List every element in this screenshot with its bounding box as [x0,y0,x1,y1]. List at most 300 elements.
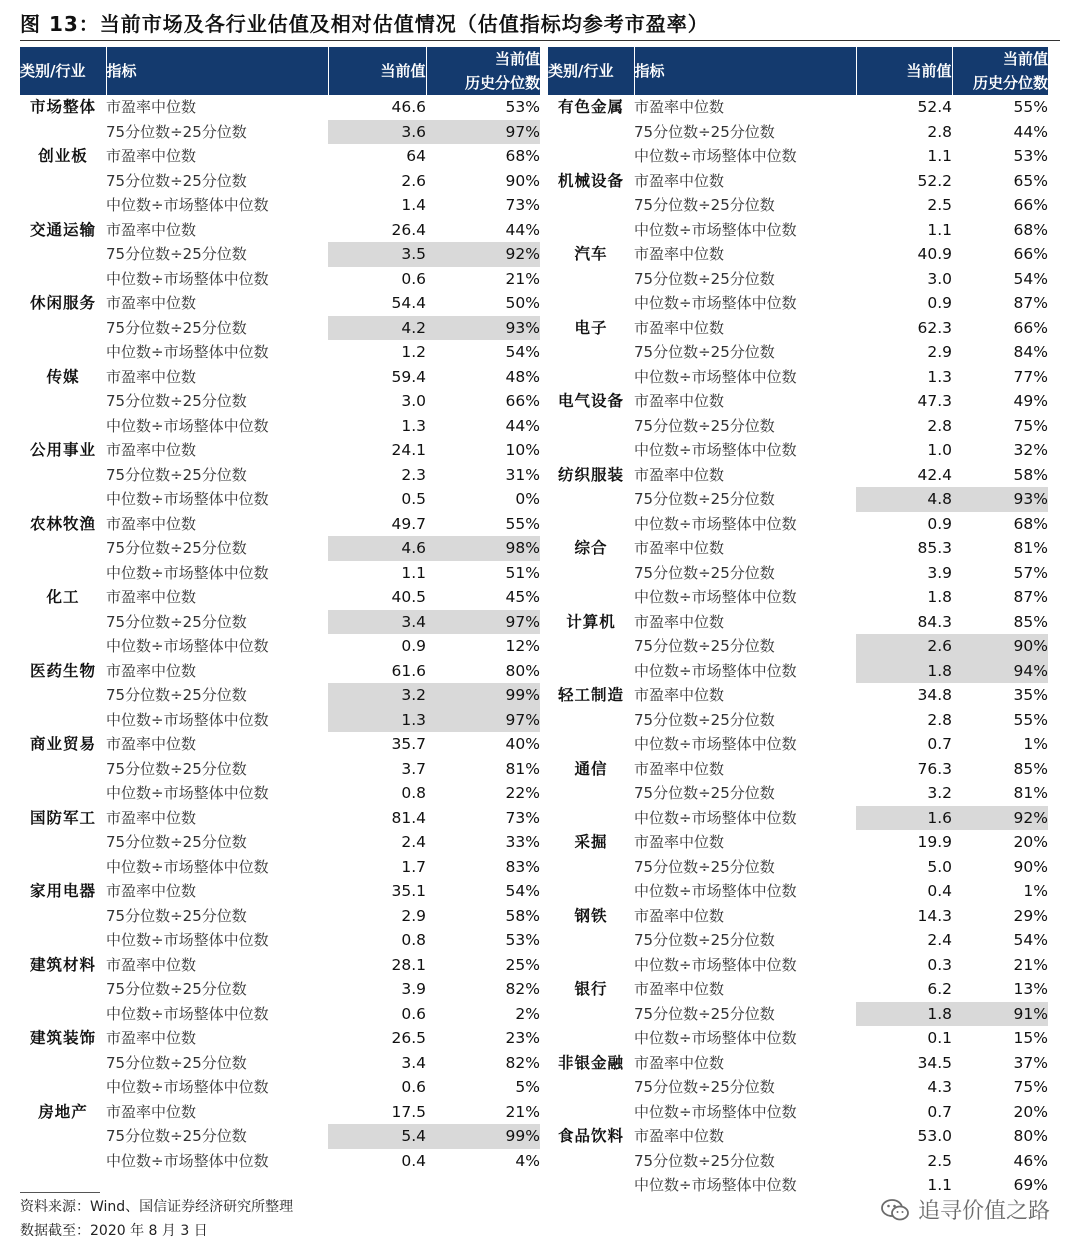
current-value-cell: 3.0 [401,392,426,411]
current-value-cell: 34.8 [917,686,952,705]
percentile-cell: 65% [1013,171,1048,190]
table-row [548,340,1048,365]
valuation-table-right [548,47,1048,1198]
category-cell [548,855,634,880]
percentile-cell: 66% [1013,196,1048,215]
category-cell [548,512,634,537]
category-cell [548,561,634,586]
category-cell: 休闲服务 [29,294,96,313]
indicator-cell: 75分位数÷25分位数 [106,833,247,852]
indicator-cell: 75分位数÷25分位数 [106,686,247,705]
indicator-cell: 中位数÷市场整体中位数 [634,441,797,460]
indicator-cell: 中位数÷市场整体中位数 [634,735,797,754]
percentile-cell: 25% [505,955,540,974]
percentile-cell: 48% [505,367,540,386]
indicator-cell: 75分位数÷25分位数 [634,563,775,582]
current-value-cell: 1.1 [927,147,952,166]
percentile-cell: 21% [505,269,540,288]
percentile-cell: 29% [1013,906,1048,925]
table-row [20,830,540,855]
category-cell [548,438,634,463]
current-value-cell: 1.2 [401,343,426,362]
category-cell [20,169,106,194]
percentile-cell: 73% [505,808,540,827]
table-row [548,708,1048,733]
current-value-cell: 0.1 [927,1029,952,1048]
category-cell [548,781,634,806]
indicator-cell: 中位数÷市场整体中位数 [106,784,269,803]
percentile-cell: 44% [505,416,540,435]
table-row [20,242,540,267]
category-cell [20,781,106,806]
percentile-cell: 75% [1013,416,1048,435]
current-value-cell: 47.3 [917,392,952,411]
table-row [20,95,540,120]
percentile-cell: 81% [1013,539,1048,558]
category-cell: 建筑装饰 [29,1029,96,1048]
current-value-cell: 3.0 [927,269,952,288]
indicator-cell: 市盈率中位数 [106,220,197,239]
watermark [880,1194,1050,1225]
category-cell: 医药生物 [29,661,96,680]
percentile-cell: 50% [505,294,540,313]
current-value-cell: 59.4 [391,367,426,386]
current-value-cell: 3.6 [328,120,426,145]
percentile-cell: 4% [515,1151,540,1170]
indicator-cell: 中位数÷市场整体中位数 [106,196,269,215]
percentile-cell: 82% [505,1053,540,1072]
current-value-cell: 28.1 [391,955,426,974]
percentile-cell: 33% [505,833,540,852]
table-row [548,585,1048,610]
category-cell: 非银金融 [557,1053,624,1072]
category-cell: 公用事业 [29,441,96,460]
category-cell [20,1051,106,1076]
table-row [20,1149,540,1174]
percentile-cell: 90% [1013,857,1048,876]
indicator-cell: 75分位数÷25分位数 [634,122,775,141]
percentile-cell: 35% [1013,686,1048,705]
percentile-cell: 77% [1013,367,1048,386]
category-cell: 交通运输 [29,220,96,239]
indicator-cell: 中位数÷市场整体中位数 [106,343,269,362]
percentile-cell: 54% [1013,269,1048,288]
current-value-cell: 0.3 [927,955,952,974]
indicator-cell: 市盈率中位数 [634,906,725,925]
category-cell [548,365,634,390]
current-value-cell: 53.0 [917,1127,952,1146]
table-row [548,928,1048,953]
table-row [20,463,540,488]
table-row [20,585,540,610]
title-divider [20,40,1060,41]
percentile-cell: 93% [952,487,1048,512]
current-value-cell: 5.0 [927,857,952,876]
category-cell [20,242,106,267]
category-cell [20,1124,106,1149]
header-current: 当前值 [328,47,426,95]
indicator-cell: 中位数÷市场整体中位数 [106,490,269,509]
current-value-cell: 1.4 [401,196,426,215]
indicator-cell: 75分位数÷25分位数 [106,122,247,141]
category-cell [548,1002,634,1027]
category-cell: 钢铁 [574,906,608,925]
header-indicator: 指标 [634,47,856,95]
current-value-cell: 35.7 [391,735,426,754]
indicator-cell: 中位数÷市场整体中位数 [634,588,797,607]
current-value-cell: 1.0 [927,441,952,460]
table-row [20,218,540,243]
table-row [20,855,540,880]
table-row [20,267,540,292]
table-row [20,1026,540,1051]
indicator-cell: 75分位数÷25分位数 [106,1127,247,1146]
indicator-cell: 75分位数÷25分位数 [634,931,775,950]
percentile-cell: 94% [952,659,1048,684]
indicator-cell: 75分位数÷25分位数 [106,245,247,264]
indicator-cell: 市盈率中位数 [106,1029,197,1048]
table-row [548,634,1048,659]
category-cell: 市场整体 [29,98,96,117]
percentile-cell: 1% [1023,735,1048,754]
indicator-cell: 中位数÷市场整体中位数 [106,1151,269,1170]
indicator-cell: 75分位数÷25分位数 [634,196,775,215]
indicator-cell: 中位数÷市场整体中位数 [106,1004,269,1023]
indicator-cell: 中位数÷市场整体中位数 [634,1029,797,1048]
percentile-cell: 32% [1013,441,1048,460]
category-cell: 电子 [574,318,608,337]
current-value-cell: 1.3 [401,416,426,435]
category-cell: 建筑材料 [29,955,96,974]
percentile-cell: 44% [1013,122,1048,141]
percentile-cell: 40% [505,735,540,754]
current-value-cell: 1.6 [856,806,952,831]
table-row [548,316,1048,341]
table-row [20,193,540,218]
indicator-cell: 75分位数÷25分位数 [106,392,247,411]
current-value-cell: 61.6 [391,661,426,680]
indicator-cell: 75分位数÷25分位数 [634,1004,775,1023]
current-value-cell: 1.1 [927,1176,952,1195]
category-cell [548,953,634,978]
percentile-cell: 92% [952,806,1048,831]
current-value-cell: 62.3 [917,318,952,337]
table-row [20,806,540,831]
table-row [548,1051,1048,1076]
category-cell [548,120,634,145]
percentile-cell: 66% [1013,318,1048,337]
indicator-cell: 市盈率中位数 [634,612,725,631]
header-percentile-line2: 历史分位数 [464,74,540,92]
category-cell: 房地产 [38,1102,88,1121]
table-row [548,683,1048,708]
table-row [20,634,540,659]
indicator-cell: 75分位数÷25分位数 [106,465,247,484]
current-value-cell: 5.4 [328,1124,426,1149]
indicator-cell: 75分位数÷25分位数 [106,1053,247,1072]
indicator-cell: 中位数÷市场整体中位数 [106,857,269,876]
category-cell [548,1173,634,1198]
current-value-cell: 76.3 [917,759,952,778]
category-cell [20,708,106,733]
category-cell: 商业贸易 [29,735,96,754]
table-row [20,610,540,635]
current-value-cell: 52.2 [917,171,952,190]
category-cell [548,414,634,439]
table-row [548,1149,1048,1174]
current-value-cell: 40.5 [391,588,426,607]
category-cell [548,487,634,512]
table-header-row [20,47,540,95]
indicator-cell: 75分位数÷25分位数 [106,612,247,631]
current-value-cell: 0.5 [401,490,426,509]
percentile-cell: 2% [515,1004,540,1023]
table-row [20,512,540,537]
indicator-cell: 75分位数÷25分位数 [634,1151,775,1170]
indicator-cell: 中位数÷市场整体中位数 [634,514,797,533]
current-value-cell: 0.8 [401,931,426,950]
percentile-cell: 69% [1013,1176,1048,1195]
percentile-cell: 55% [1013,98,1048,117]
percentile-cell: 68% [1013,514,1048,533]
indicator-cell: 中位数÷市场整体中位数 [634,882,797,901]
current-value-cell: 0.4 [927,882,952,901]
category-cell [20,120,106,145]
category-cell: 通信 [574,759,608,778]
category-cell: 采掘 [574,833,608,852]
category-cell [548,1026,634,1051]
current-value-cell: 81.4 [391,808,426,827]
table-row [548,1026,1048,1051]
percentile-cell: 66% [1013,245,1048,264]
percentile-cell: 81% [505,759,540,778]
current-value-cell: 2.4 [927,931,952,950]
category-cell: 综合 [574,539,608,558]
current-value-cell: 17.5 [391,1102,426,1121]
current-value-cell: 84.3 [917,612,952,631]
percentile-cell: 98% [426,536,540,561]
category-cell [20,634,106,659]
table-header-row [548,47,1048,95]
percentile-cell: 84% [1013,343,1048,362]
category-cell [20,928,106,953]
current-value-cell: 14.3 [917,906,952,925]
table-row [20,659,540,684]
percentile-cell: 15% [1013,1029,1048,1048]
percentile-cell: 93% [426,316,540,341]
category-cell [548,1149,634,1174]
percentile-cell: 53% [505,931,540,950]
current-value-cell: 4.8 [856,487,952,512]
indicator-cell: 市盈率中位数 [634,1053,725,1072]
indicator-cell: 中位数÷市场整体中位数 [106,931,269,950]
current-value-cell: 3.5 [328,242,426,267]
current-value-cell: 46.6 [391,98,426,117]
current-value-cell: 1.3 [328,708,426,733]
percentile-cell: 81% [1013,784,1048,803]
indicator-cell: 中位数÷市场整体中位数 [634,955,797,974]
percentile-cell: 90% [952,634,1048,659]
table-row [20,1124,540,1149]
table-row [548,732,1048,757]
category-cell: 纺织服装 [557,465,624,484]
indicator-cell: 市盈率中位数 [106,735,197,754]
indicator-cell: 市盈率中位数 [634,980,725,999]
percentile-cell: 20% [1013,1102,1048,1121]
table-row [548,193,1048,218]
current-value-cell: 0.7 [927,735,952,754]
current-value-cell: 1.3 [927,367,952,386]
table-row [548,781,1048,806]
table-row [548,242,1048,267]
category-cell [20,389,106,414]
table-row [548,536,1048,561]
table-row [548,561,1048,586]
category-cell [548,634,634,659]
indicator-cell: 市盈率中位数 [634,833,725,852]
table-row [548,806,1048,831]
current-value-cell: 4.2 [328,316,426,341]
wechat-icon [880,1198,910,1222]
indicator-cell: 75分位数÷25分位数 [634,416,775,435]
current-value-cell: 0.8 [401,784,426,803]
indicator-cell: 市盈率中位数 [634,98,725,117]
current-value-cell: 19.9 [917,833,952,852]
percentile-cell: 85% [1013,759,1048,778]
category-cell [548,732,634,757]
indicator-cell: 市盈率中位数 [106,661,197,680]
percentile-cell: 22% [505,784,540,803]
category-cell [548,708,634,733]
percentile-cell: 5% [515,1078,540,1097]
current-value-cell: 1.8 [927,588,952,607]
table-row [548,463,1048,488]
current-value-cell: 0.7 [927,1102,952,1121]
percentile-cell: 46% [1013,1151,1048,1170]
category-cell: 化工 [46,588,80,607]
indicator-cell: 中位数÷市场整体中位数 [106,269,269,288]
percentile-cell: 54% [505,882,540,901]
category-cell [548,1075,634,1100]
current-value-cell: 1.1 [401,563,426,582]
indicator-cell: 中位数÷市场整体中位数 [106,416,269,435]
indicator-cell: 中位数÷市场整体中位数 [634,808,797,827]
category-cell [548,340,634,365]
indicator-cell: 中位数÷市场整体中位数 [634,147,797,166]
category-cell [20,561,106,586]
table-row [20,708,540,733]
percentile-cell: 82% [505,980,540,999]
percentile-cell: 45% [505,588,540,607]
current-value-cell: 6.2 [927,980,952,999]
indicator-cell: 市盈率中位数 [106,98,197,117]
indicator-cell: 75分位数÷25分位数 [106,980,247,999]
table-row [20,561,540,586]
table-row [548,218,1048,243]
percentile-cell: 66% [505,392,540,411]
percentile-cell: 20% [1013,833,1048,852]
header-indicator: 指标 [106,47,328,95]
category-cell [20,1075,106,1100]
table-row [548,659,1048,684]
table-row [20,316,540,341]
indicator-cell: 市盈率中位数 [106,955,197,974]
percentile-cell: 12% [505,637,540,656]
table-row [20,977,540,1002]
indicator-cell: 市盈率中位数 [634,318,725,337]
current-value-cell: 0.6 [401,269,426,288]
current-value-cell: 0.6 [401,1004,426,1023]
current-value-cell: 3.2 [927,784,952,803]
indicator-cell: 中位数÷市场整体中位数 [634,220,797,239]
category-cell: 轻工制造 [557,686,624,705]
category-cell: 机械设备 [557,171,624,190]
current-value-cell: 3.4 [328,610,426,635]
category-cell [548,267,634,292]
table-row [20,414,540,439]
category-cell [20,267,106,292]
indicator-cell: 75分位数÷25分位数 [634,857,775,876]
percentile-cell: 97% [426,708,540,733]
percentile-cell: 68% [505,147,540,166]
indicator-cell: 75分位数÷25分位数 [634,1078,775,1097]
current-value-cell: 85.3 [917,539,952,558]
percentile-cell: 31% [505,465,540,484]
indicator-cell: 75分位数÷25分位数 [106,171,247,190]
current-value-cell: 2.8 [927,416,952,435]
current-value-cell: 26.4 [391,220,426,239]
header-percentile-line1: 当前值 [494,50,540,68]
table-row [20,683,540,708]
table-row [20,781,540,806]
current-value-cell: 2.3 [401,465,426,484]
header-percentile [426,47,540,95]
table-row [548,1124,1048,1149]
category-cell [548,585,634,610]
header-percentile [952,47,1048,95]
category-cell: 家用电器 [29,882,96,901]
category-cell: 电气设备 [557,392,624,411]
category-cell: 有色金属 [557,98,624,117]
percentile-cell: 73% [505,196,540,215]
category-cell [548,291,634,316]
current-value-cell: 3.7 [401,759,426,778]
percentile-cell: 90% [505,171,540,190]
percentile-cell: 10% [505,441,540,460]
indicator-cell: 市盈率中位数 [106,514,197,533]
table-row [20,904,540,929]
table-row [548,830,1048,855]
table-row [20,340,540,365]
indicator-cell: 市盈率中位数 [106,147,197,166]
current-value-cell: 2.8 [927,710,952,729]
table-row [548,610,1048,635]
indicator-cell: 中位数÷市场整体中位数 [634,661,797,680]
table-row [548,144,1048,169]
indicator-cell: 75分位数÷25分位数 [634,784,775,803]
category-cell [20,1149,106,1174]
table-row [20,1051,540,1076]
table-row [548,904,1048,929]
table-row [548,977,1048,1002]
percentile-cell: 21% [505,1102,540,1121]
percentile-cell: 1% [1023,882,1048,901]
table-row [20,928,540,953]
category-cell [20,977,106,1002]
percentile-cell: 23% [505,1029,540,1048]
header-percentile-line1: 当前值 [1002,50,1048,68]
category-cell: 国防军工 [29,808,96,827]
